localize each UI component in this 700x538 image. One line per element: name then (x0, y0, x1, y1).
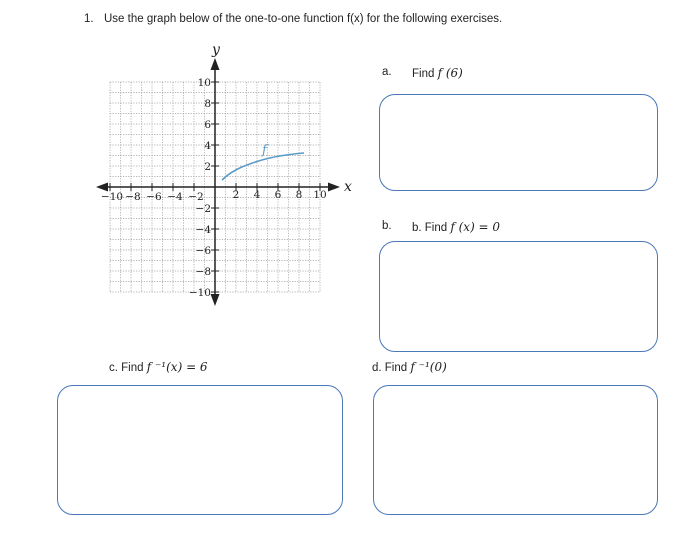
x-tick-label: −6 (146, 191, 162, 203)
x-tick-label: 8 (295, 189, 303, 201)
x-tick-label: 2 (232, 189, 240, 201)
y-axis-arrow-down (211, 294, 220, 306)
part-c-math: f ⁻¹(x) = 6 (146, 360, 208, 374)
y-tick-label: 8 (204, 98, 211, 110)
y-tick-label: −8 (195, 266, 211, 278)
y-axis-label: y (212, 42, 220, 58)
function-graph (94, 38, 364, 310)
y-tick-label: 6 (204, 119, 211, 131)
y-tick-label: −4 (195, 224, 211, 236)
x-tick-label: 10 (313, 189, 327, 201)
y-tick-label: 10 (197, 77, 211, 89)
curve-label: f (262, 143, 267, 158)
part-d-math: f ⁻¹(0) (410, 360, 447, 374)
x-axis-arrow-right (328, 183, 340, 192)
part-d-text: d. Find (372, 362, 411, 374)
part-b-math: f (x) = 0 (450, 220, 501, 234)
x-tick-label: 4 (253, 189, 261, 201)
question-text: Use the graph below of the one-to-one function f(x) for the following exercises. (104, 13, 503, 25)
part-a-marker: a. (382, 66, 392, 78)
x-tick-label: −4 (167, 191, 183, 203)
y-tick-label: −2 (195, 203, 211, 215)
answer-box-d[interactable] (373, 385, 658, 515)
x-axis-label: x (344, 179, 352, 195)
part-b-prompt (412, 220, 500, 234)
x-tick-label: −10 (100, 191, 124, 203)
part-a-text: Find (412, 68, 438, 80)
y-tick-label: −6 (195, 245, 211, 257)
x-tick-label: 6 (274, 189, 282, 201)
part-a-prompt (412, 66, 463, 80)
answer-box-b[interactable] (379, 241, 658, 352)
x-tick-label: −8 (125, 191, 141, 203)
x-tick-label: −2 (188, 191, 204, 203)
part-c-prompt (109, 360, 208, 374)
y-axis-arrow-up (211, 58, 220, 70)
y-tick-label: −10 (188, 287, 211, 299)
part-b-text: b. Find (412, 222, 451, 234)
part-a-math: f (6) (437, 66, 463, 80)
part-c-text: c. Find (109, 362, 147, 374)
question-number: 1. (84, 13, 94, 25)
y-tick-label: 4 (204, 140, 211, 152)
y-tick-label: 2 (204, 161, 211, 173)
part-d-prompt (372, 360, 447, 374)
answer-box-c[interactable] (57, 385, 343, 515)
part-b-marker: b. (382, 220, 392, 232)
answer-box-a[interactable] (379, 94, 658, 191)
